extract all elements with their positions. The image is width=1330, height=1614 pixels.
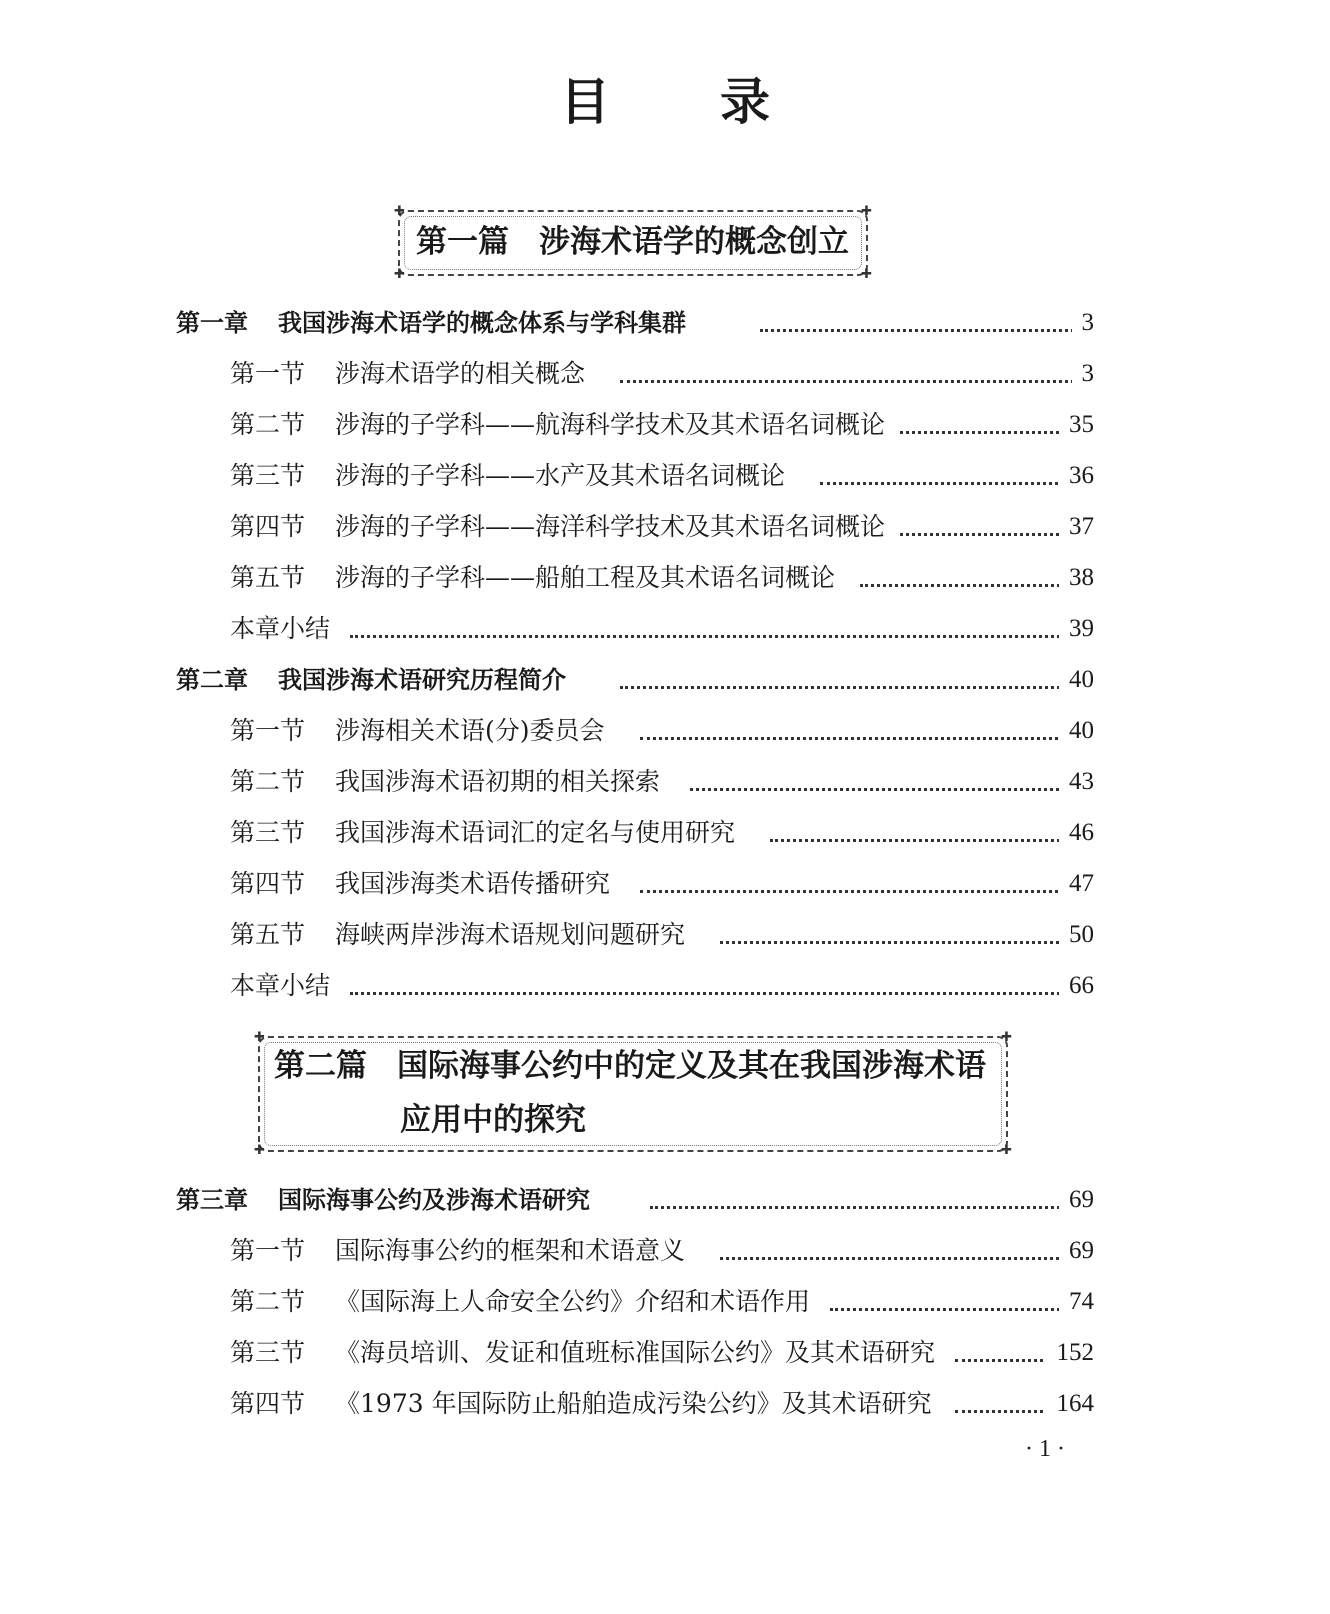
toc-section-1-2[interactable] xyxy=(0,405,1330,445)
dot-leader xyxy=(350,992,1065,995)
toc-section-2-1[interactable] xyxy=(0,711,1330,751)
entry-title: 《国际海上人命安全公约》介绍和术语作用 xyxy=(335,1287,811,1316)
entry-title: 《1973 年国际防止船舶造成污染公约》及其术语研究 xyxy=(335,1389,932,1418)
entry-page: 43 xyxy=(1059,762,1094,802)
dot-leader xyxy=(830,1308,1065,1311)
entry-title: 国际海事公约的框架和术语意义 xyxy=(335,1236,686,1265)
dot-leader xyxy=(620,380,1080,383)
dot-leader xyxy=(900,533,1065,536)
part-2-heading xyxy=(274,1046,986,1086)
entry-number: 第一节 xyxy=(230,359,306,388)
page-title-char-2: 录 xyxy=(720,73,770,131)
dot-leader xyxy=(650,1206,1065,1209)
entry-title: 《海员培训、发证和值班标准国际公约》及其术语研究 xyxy=(335,1338,936,1367)
entry-page: 152 xyxy=(1047,1333,1095,1373)
entry-page: 39 xyxy=(1059,609,1094,649)
toc-section-3-1[interactable] xyxy=(0,1231,1330,1271)
dot-leader xyxy=(760,329,1080,332)
entry-title: 涉海的子学科——水产及其术语名词概论 xyxy=(335,461,786,490)
toc-section-1-3[interactable] xyxy=(0,456,1330,496)
entry-number: 第三章 xyxy=(176,1186,248,1214)
part-2-label: 第二篇 xyxy=(274,1048,367,1084)
entry-number: 第四节 xyxy=(230,512,306,541)
dot-leader xyxy=(955,1359,1050,1362)
entry-number: 第五节 xyxy=(230,563,306,592)
dot-leader xyxy=(900,431,1065,434)
toc-section-3-2[interactable] xyxy=(0,1282,1330,1322)
entry-title: 我国涉海术语学的概念体系与学科集群 xyxy=(278,309,686,337)
dot-leader xyxy=(640,890,1065,893)
toc-summary-1[interactable] xyxy=(0,609,1330,649)
entry-page: 69 xyxy=(1059,1231,1094,1271)
part-1-heading xyxy=(416,222,849,262)
toc-section-2-3[interactable] xyxy=(0,813,1330,853)
entry-title: 涉海术语学的相关概念 xyxy=(335,359,586,388)
entry-number: 第三节 xyxy=(230,818,306,847)
entry-number: 第四节 xyxy=(230,869,306,898)
toc-section-2-5[interactable] xyxy=(0,915,1330,955)
entry-title: 涉海的子学科——海洋科学技术及其术语名词概论 xyxy=(335,512,886,541)
entry-number: 第二节 xyxy=(230,1287,306,1316)
entry-title: 国际海事公约及涉海术语研究 xyxy=(278,1186,590,1214)
dot-leader xyxy=(690,788,1065,791)
part-2-heading-line-2 xyxy=(400,1100,586,1140)
dot-leader xyxy=(640,737,1065,740)
entry-number: 第二节 xyxy=(230,410,306,439)
dot-leader xyxy=(720,1257,1065,1260)
entry-title: 涉海的子学科——船舶工程及其术语名词概论 xyxy=(335,563,836,592)
entry-page: 3 xyxy=(1072,354,1095,394)
dot-leader xyxy=(860,584,1065,587)
page-title-char-1: 目 xyxy=(560,73,610,131)
dot-leader xyxy=(620,686,1065,689)
toc-section-1-5[interactable] xyxy=(0,558,1330,598)
dot-leader xyxy=(820,482,1065,485)
entry-title: 涉海相关术语(分)委员会 xyxy=(335,716,605,745)
entry-page: 50 xyxy=(1059,915,1094,955)
toc-section-1-1[interactable] xyxy=(0,354,1330,394)
entry-number: 第一节 xyxy=(230,716,306,745)
entry-page: 66 xyxy=(1059,966,1094,1006)
entry-title: 涉海的子学科——航海科学技术及其术语名词概论 xyxy=(335,410,886,439)
toc-section-3-4[interactable] xyxy=(0,1384,1330,1424)
entry-title: 本章小结 xyxy=(230,614,331,643)
entry-number: 第三节 xyxy=(230,1338,306,1367)
entry-page: 40 xyxy=(1059,711,1094,751)
entry-page: 38 xyxy=(1059,558,1094,598)
dot-leader xyxy=(955,1410,1050,1413)
entry-title: 我国涉海术语研究历程简介 xyxy=(278,666,566,694)
entry-number: 第一章 xyxy=(176,309,248,337)
part-2-title-line-1: 国际海事公约中的定义及其在我国涉海术语 xyxy=(397,1048,986,1084)
toc-chapter-1[interactable] xyxy=(0,303,1330,343)
dot-leader xyxy=(350,635,1065,638)
entry-page: 74 xyxy=(1059,1282,1094,1322)
entry-page: 3 xyxy=(1072,303,1095,343)
entry-number: 第三节 xyxy=(230,461,306,490)
entry-page: 46 xyxy=(1059,813,1094,853)
entry-title: 本章小结 xyxy=(230,971,331,1000)
entry-page: 35 xyxy=(1059,405,1094,445)
toc-section-1-4[interactable] xyxy=(0,507,1330,547)
entry-page: 37 xyxy=(1059,507,1094,547)
entry-title: 我国涉海类术语传播研究 xyxy=(335,869,611,898)
part-1-title: 涉海术语学的概念创立 xyxy=(539,224,849,260)
entry-title: 我国涉海术语初期的相关探索 xyxy=(335,767,661,796)
toc-chapter-3[interactable] xyxy=(0,1180,1330,1220)
entry-page: 40 xyxy=(1059,660,1094,700)
page-number: · 1 · xyxy=(1025,1436,1065,1462)
entry-title: 海峡两岸涉海术语规划问题研究 xyxy=(335,920,686,949)
entry-number: 第五节 xyxy=(230,920,306,949)
toc-section-3-3[interactable] xyxy=(0,1333,1330,1373)
entry-title: 我国涉海术语词汇的定名与使用研究 xyxy=(335,818,736,847)
part-1-frame: ✚ ✚ ✚ ✚ xyxy=(394,204,872,282)
entry-number: 第二节 xyxy=(230,767,306,796)
toc-section-2-4[interactable] xyxy=(0,864,1330,904)
entry-page: 164 xyxy=(1047,1384,1095,1424)
dot-leader xyxy=(770,839,1065,842)
entry-page: 47 xyxy=(1059,864,1094,904)
part-1-label: 第一篇 xyxy=(416,224,509,260)
entry-page: 69 xyxy=(1059,1180,1094,1220)
toc-summary-2[interactable] xyxy=(0,966,1330,1006)
entry-number: 第四节 xyxy=(230,1389,306,1418)
entry-number: 第一节 xyxy=(230,1236,306,1265)
dot-leader xyxy=(720,941,1065,944)
entry-page: 36 xyxy=(1059,456,1094,496)
part-2-title-line-2: 应用中的探究 xyxy=(400,1102,586,1138)
part-2-frame: ✚ ✚ ✚ ✚ xyxy=(254,1030,1012,1158)
toc-chapter-2[interactable] xyxy=(0,660,1330,700)
toc-section-2-2[interactable] xyxy=(0,762,1330,802)
page-title xyxy=(0,70,1330,134)
entry-number: 第二章 xyxy=(176,666,248,694)
